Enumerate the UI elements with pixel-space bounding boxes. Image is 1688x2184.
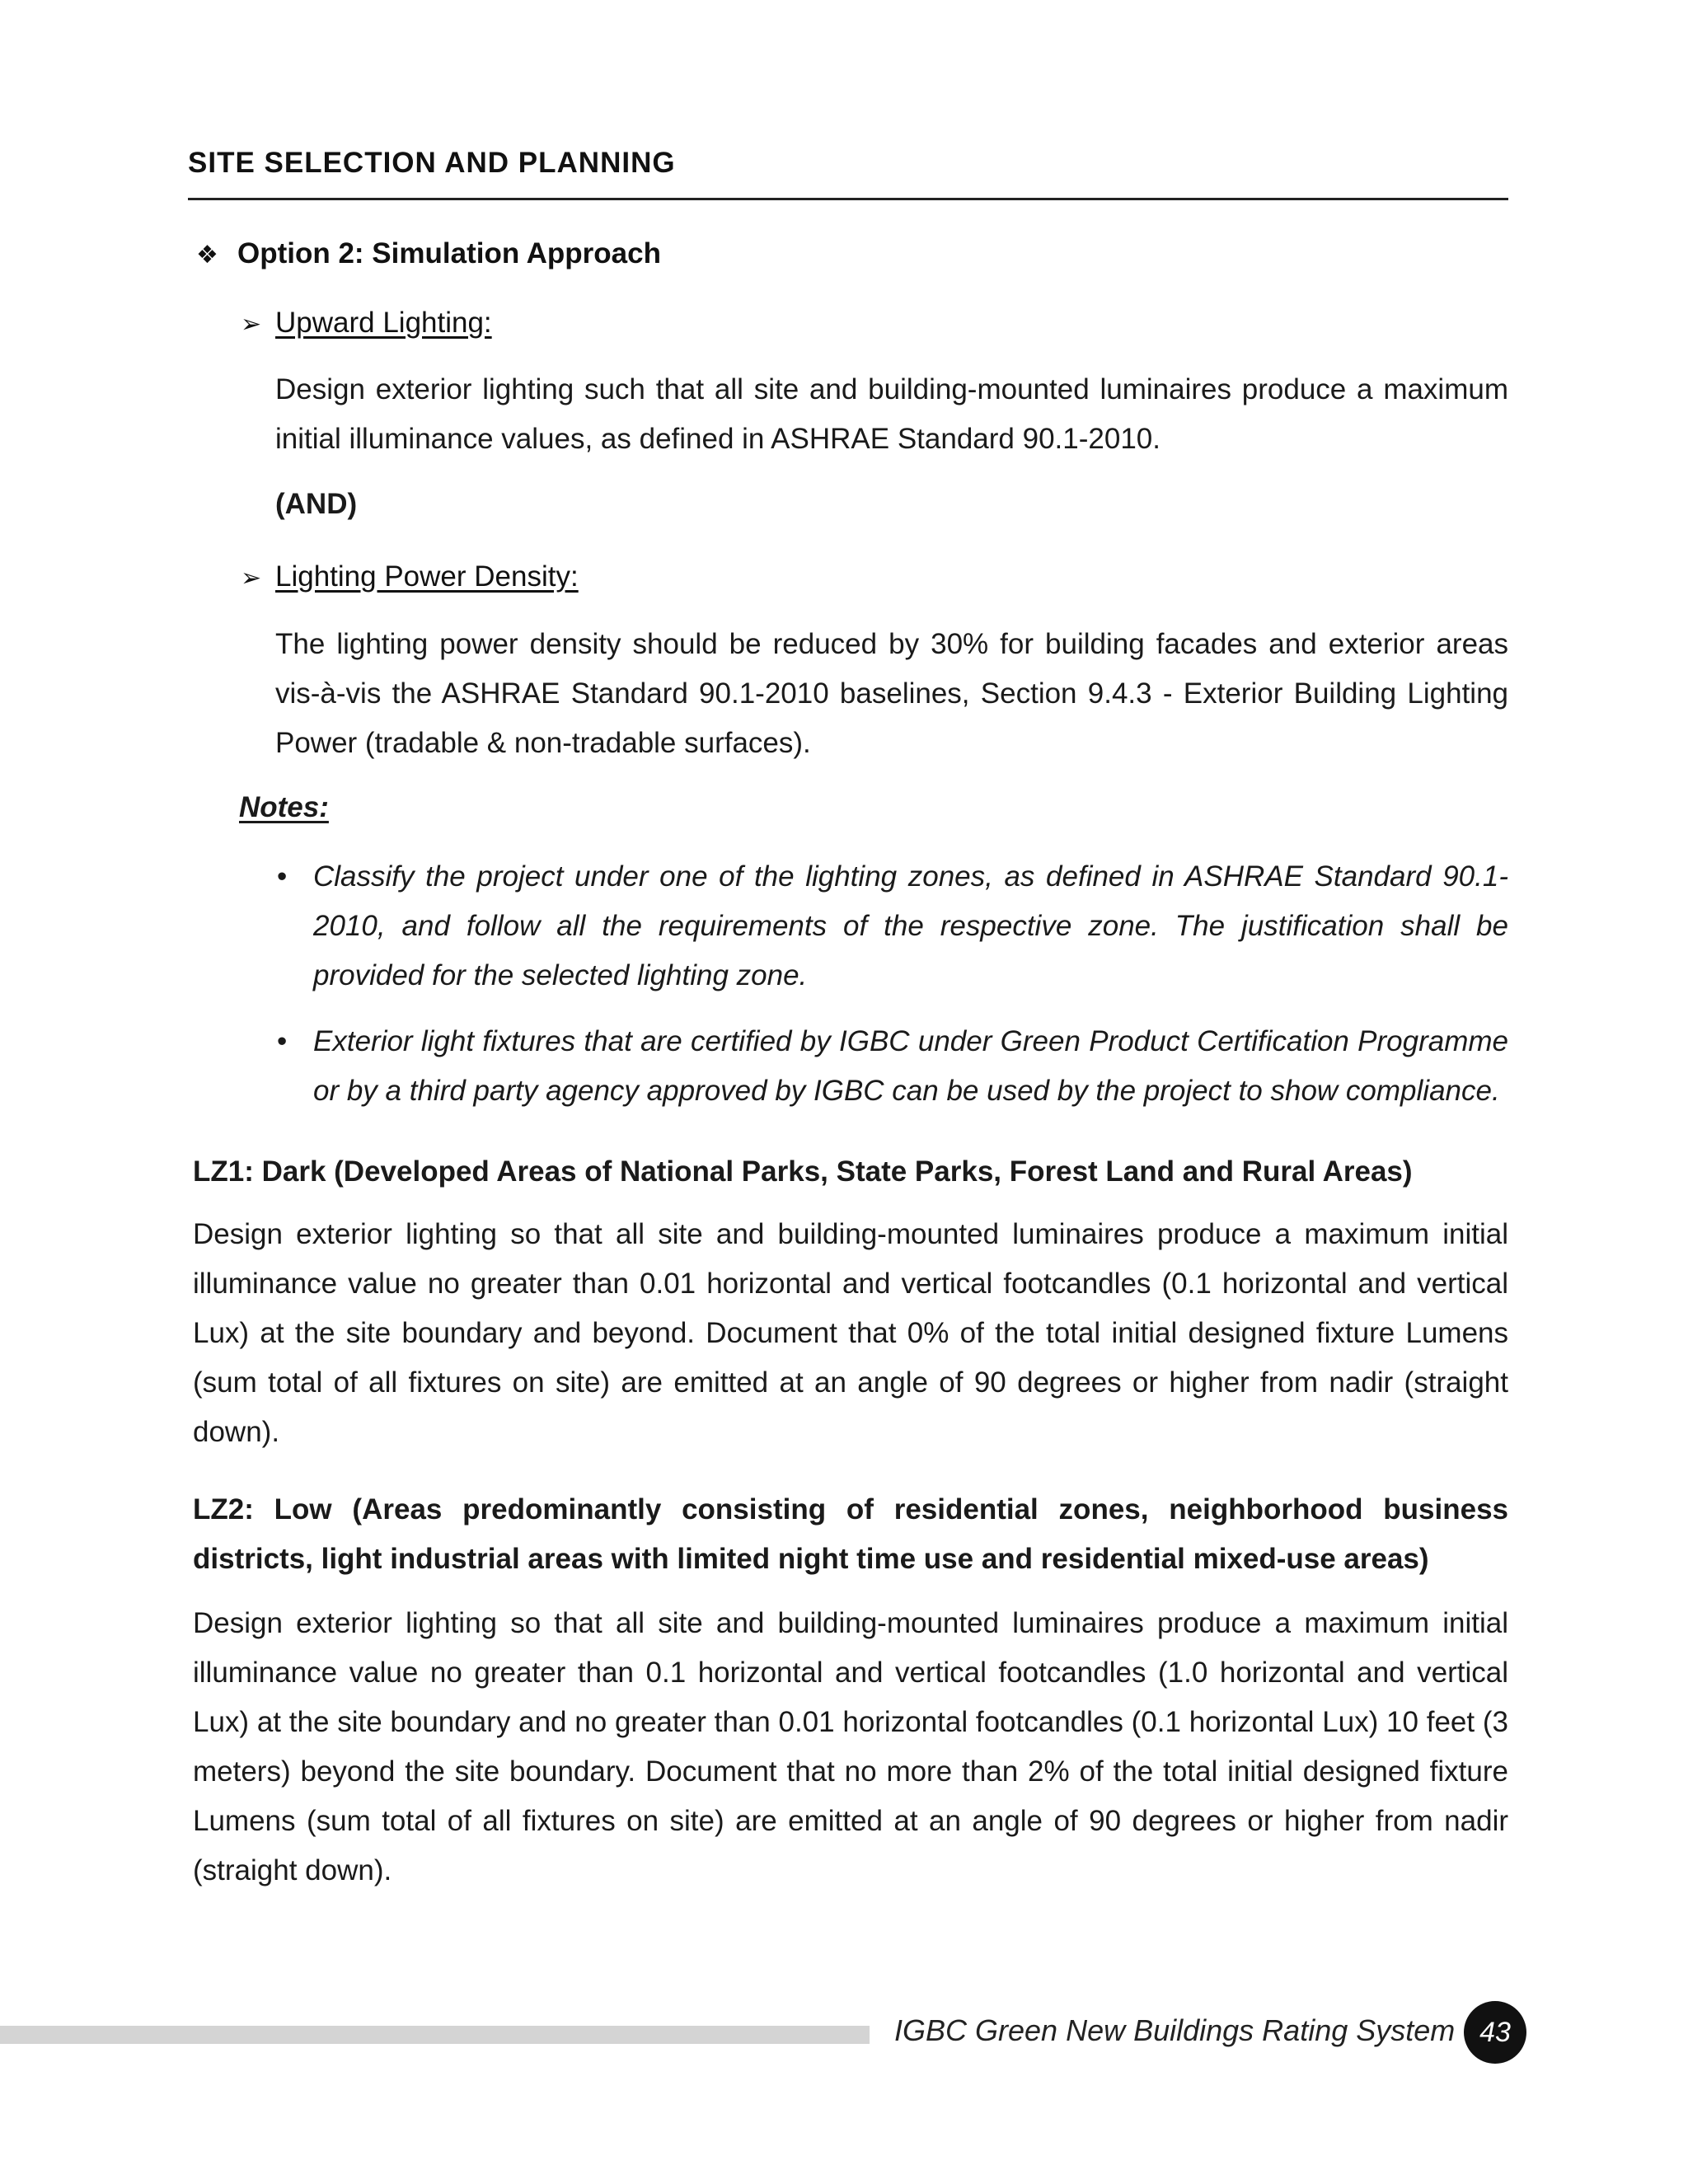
upward-lighting-heading (241, 307, 492, 340)
arrow-bullet-icon: ➢ (241, 565, 262, 592)
page-number-badge: 43 (1464, 2001, 1526, 2064)
note-item: Exterior light fixtures that are certified by IGBC under Green Product Certification Programme or by a third party agency approved by IGBC can be used by the project to show compliance. (313, 1025, 1508, 1107)
notes-label: Notes: (239, 791, 329, 823)
arrow-bullet-icon: ➢ (241, 311, 262, 338)
lighting-power-density-heading-text: Lighting Power Density: (275, 560, 579, 593)
upward-lighting-heading-text: Upward Lighting: (275, 307, 492, 339)
footer-bar (0, 2026, 870, 2044)
bullet-icon: • (277, 1025, 288, 1057)
section-title: SITE SELECTION AND PLANNING (188, 147, 676, 179)
upward-lighting-body: Design exterior lighting such that all site and building-mounted luminaires produce a maximum initial illuminance values, as defined in ASHRAE Standard 90.1-2010. (275, 373, 1508, 455)
lz1-heading: LZ1: Dark (Developed Areas of National Parks, State Parks, Forest Land and Rural Areas) (193, 1155, 1413, 1188)
note-item: Classify the project under one of the lighting zones, as defined in ASHRAE Standard 90.1-2010, and follow all the requirements of the respective zone. The justification shall be provided for the selected lighting zone. (313, 860, 1508, 991)
lz2-heading: LZ2: Low (Areas predominantly consisting of residential zones, neighborhood business districts, light industrial areas with limited night time use and residential mixed-use areas) (193, 1493, 1508, 1575)
option-heading-text: Option 2: Simulation Approach (237, 237, 661, 269)
diamond-bullet-icon: ❖ (196, 241, 218, 269)
footer-publication: IGBC Green New Buildings Rating System (894, 2013, 1456, 2047)
lz2-body: Design exterior lighting so that all site and building-mounted luminaires produce a maximum initial illuminance value no greater than 0.1 horizontal and vertical footcandles (1.0 horizontal and vertical Lux) at the site boundary and no greater than 0.01 horizontal footcandles (0.1 horizontal Lux) 10 feet (3 meters) beyond the site boundary. Document that no more than 2% of the total initial designed fixture Lumens (sum total of all fixtures on site) are emitted at an angle of 90 degrees or higher from nadir (straight down). (193, 1607, 1508, 1886)
option-heading (196, 237, 661, 270)
and-label: (AND) (275, 488, 358, 520)
lz1-body: Design exterior lighting so that all site and building-mounted luminaires produce a maximum initial illuminance value no greater than 0.01 horizontal and vertical footcandles (0.1 horizontal and vertical Lux) at the site boundary and beyond. Document that 0% of the total initial designed fixture Lumens (sum total of all fixtures on site) are emitted at an angle of 90 degrees or higher from nadir (straight down). (193, 1218, 1508, 1448)
lighting-power-density-body: The lighting power density should be reduced by 30% for building facades and exterior areas vis-à-vis the ASHRAE Standard 90.1-2010 baselines, Section 9.4.3 - Exterior Building Lighting Power (tradable & non-tradable surfaces). (275, 628, 1508, 759)
header-divider (188, 198, 1508, 200)
bullet-icon: • (277, 860, 288, 893)
lighting-power-density-heading (241, 560, 579, 593)
